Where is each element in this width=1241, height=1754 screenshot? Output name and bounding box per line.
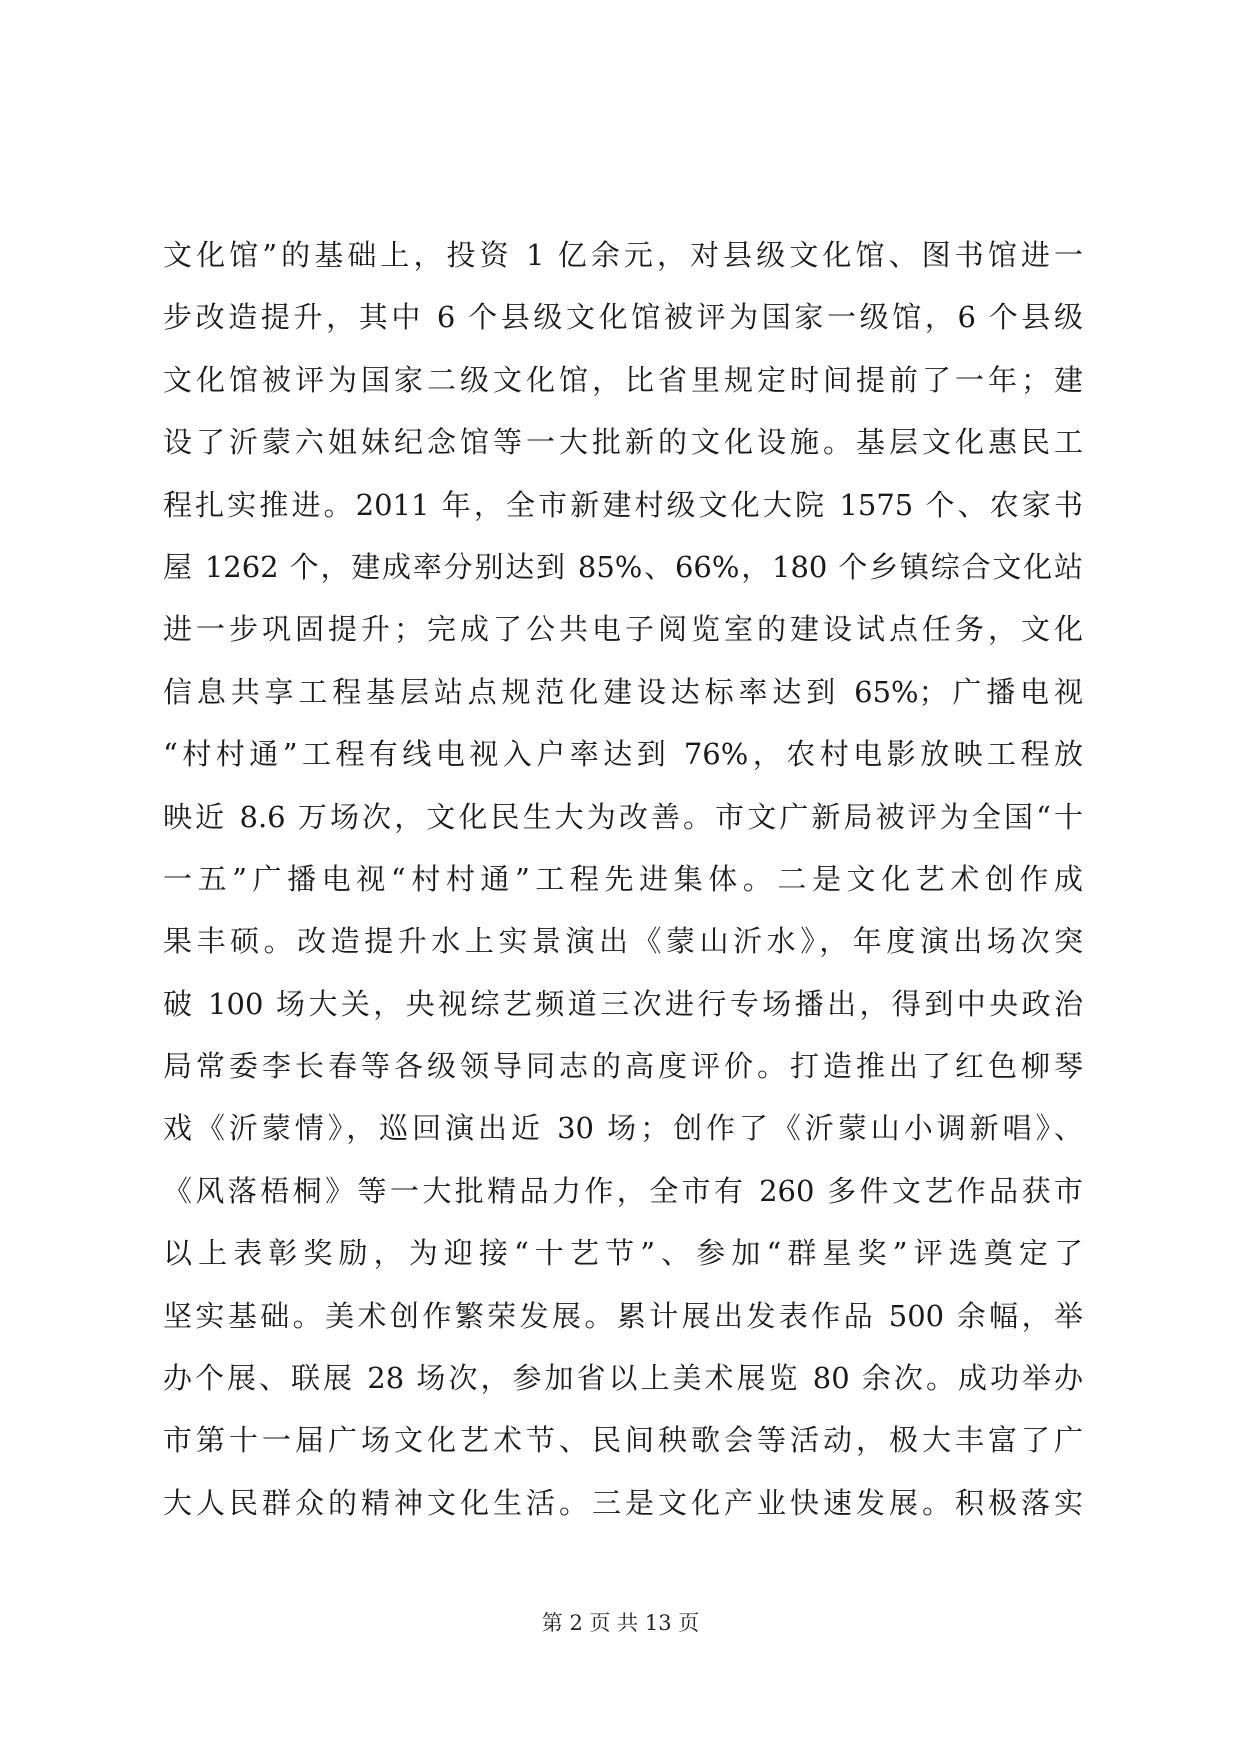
text-line: 市第十一届广场文化艺术节、民间秧歌会等活动，极大丰富了广 <box>163 1423 1083 1458</box>
text-line: 办个展、联展 28 场次，参加省以上美术展览 80 余次。成功举办 <box>163 1361 1083 1396</box>
text-line: 步改造提升，其中 6 个县级文化馆被评为国家一级馆，6 个县级 <box>163 300 1083 335</box>
text-line: 大人民群众的精神文化生活。三是文化产业快速发展。积极落实 <box>163 1485 1083 1520</box>
text-line: 《风落梧桐》等一大批精品力作，全市有 260 多件文艺作品获市 <box>163 1173 1083 1208</box>
text-line: 映近 8.6 万场次，文化民生大为改善。市文广新局被评为全国“十 <box>163 799 1083 834</box>
text-line: 破 100 场大关，央视综艺频道三次进行专场播出，得到中央政治 <box>163 986 1083 1021</box>
text-line: 屋 1262 个，建成率分别达到 85%、66%，180 个乡镇综合文化站 <box>163 549 1083 584</box>
text-line: 进一步巩固提升；完成了公共电子阅览室的建设试点任务，文化 <box>163 612 1083 647</box>
text-line: 以上表彰奖励，为迎接“十艺节”、参加“群星奖”评选奠定了 <box>163 1236 1083 1271</box>
text-line: 文化馆被评为国家二级文化馆，比省里规定时间提前了一年；建 <box>163 362 1083 397</box>
text-line: 一五”广播电视“村村通”工程先进集体。二是文化艺术创作成 <box>163 861 1083 896</box>
text-line: 文化馆”的基础上，投资 1 亿余元，对县级文化馆、图书馆进一 <box>163 238 1083 272</box>
text-line: 果丰硕。改造提升水上实景演出《蒙山沂水》，年度演出场次突 <box>163 924 1083 959</box>
body-text <box>163 224 1083 1534</box>
page-number-footer: 第 2 页 共 13 页 <box>541 1611 700 1635</box>
text-line: 程扎实推进。2011 年，全市新建村级文化大院 1575 个、农家书 <box>163 487 1083 522</box>
text-line: 设了沂蒙六姐妹纪念馆等一大批新的文化设施。基层文化惠民工 <box>163 425 1083 460</box>
text-line: 局常委李长春等各级领导同志的高度评价。打造推出了红色柳琴 <box>163 1049 1083 1084</box>
text-line: 信息共享工程基层站点规范化建设达标率达到 65%；广播电视 <box>163 674 1083 709</box>
text-line: 坚实基础。美术创作繁荣发展。累计展出发表作品 500 余幅，举 <box>163 1298 1083 1333</box>
text-line: “村村通”工程有线电视入户率达到 76%，农村电影放映工程放 <box>163 737 1083 772</box>
text-line: 戏《沂蒙情》，巡回演出近 30 场；创作了《沂蒙山小调新唱》、 <box>163 1111 1083 1146</box>
